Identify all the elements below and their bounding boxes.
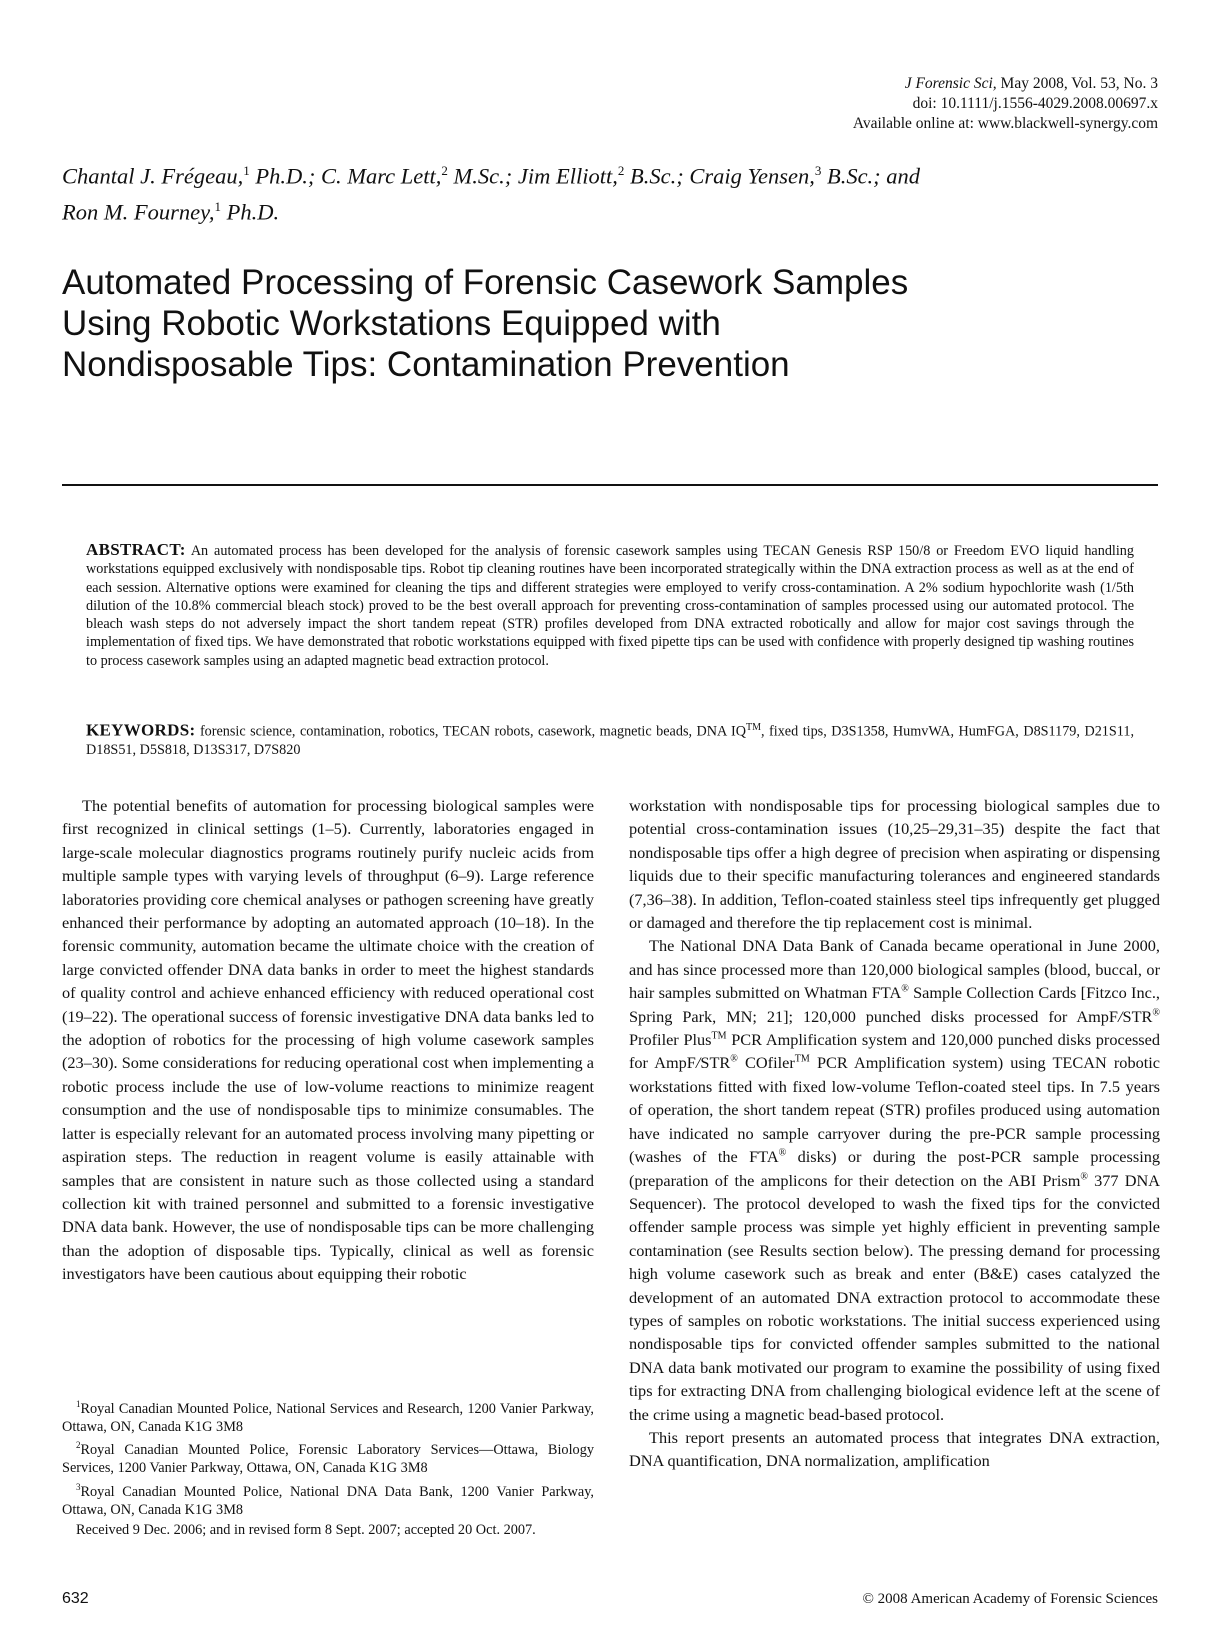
affiliation-mark: 2 <box>441 163 448 178</box>
author-name: Craig Yensen, <box>689 163 815 189</box>
text-run: COfiler <box>737 1053 795 1073</box>
footnote-number: 2 <box>76 1440 81 1451</box>
author-name: Jim Elliott, <box>517 163 618 189</box>
footnote-number: 1 <box>76 1399 81 1409</box>
text-run: STR <box>1122 1006 1153 1026</box>
affiliation-mark: 1 <box>243 163 250 178</box>
copyright: © 2008 American Academy of Forensic Sciences <box>862 1591 1158 1607</box>
author-name: Chantal J. Frégeau, <box>62 163 244 189</box>
author-name: C. Marc Lett, <box>320 163 442 189</box>
footnote <box>62 1436 594 1477</box>
keywords-text: forensic science, contamination, robotics, TECAN robots, casework, magnetic beads, DNA IQ <box>199 723 746 740</box>
body-column-right <box>629 794 1160 1473</box>
footnote <box>62 1478 594 1519</box>
trademark-mark: TM <box>711 1030 727 1042</box>
body-paragraph: This report presents an automated process that integrates DNA extraction, DNA quantification, DNA normalization, amplification <box>629 1427 1160 1471</box>
affiliation-mark: 3 <box>814 163 822 178</box>
journal-issue: May 2008, Vol. 53, No. 3 <box>1000 75 1158 92</box>
text-run: PCR Amplification system and 120,000 punched disks processed for AmpF <box>629 1030 1160 1073</box>
text-run: disks) or during the post-PCR sample processing (preparation of the amplicons for their detection on the ABI Prism <box>629 1147 1161 1190</box>
affiliation-footnotes <box>62 1395 594 1519</box>
text-run: / <box>695 1053 701 1073</box>
text-run: / <box>1117 1006 1123 1026</box>
registered-mark: ® <box>1080 1171 1088 1183</box>
footnote <box>62 1395 594 1436</box>
keywords-text-continued: , fixed tips, D3S1358, HumvWA, HumFGA, D8S1179, D21S11, D18S51, D5S818, D13S317, D7S820 <box>86 723 1134 759</box>
author-name: Ron M. Fourney, <box>62 199 215 224</box>
abstract-label: ABSTRACT: <box>86 540 186 559</box>
author-degree: B.Sc.; <box>624 163 690 189</box>
registered-mark: ® <box>778 1147 787 1159</box>
footnote-text: Royal Canadian Mounted Police, National Services and Research, 1200 Vanier Parkway, Ottawa, ON, Canada K1G 3M8 <box>62 1400 594 1436</box>
footnote-text: Royal Canadian Mounted Police, Forensic Laboratory Services—Ottawa, Biology Services, 1200 Vanier Parkway, Ottawa, ON, Canada K1G 3M8 <box>62 1442 594 1477</box>
doi: doi: 10.1111/j.1556-4029.2008.00697.x <box>912 95 1158 112</box>
registered-mark: ® <box>1152 1007 1160 1019</box>
body-paragraph: workstation with nondisposable tips for processing biological samples due to potential cross-contamination issues (10,25–29,31–35) despite the fact that nondisposable tips offer a high degree of precision when aspirating or dispensing liquids due to their specific manufacturing tolerances and engineered standards (7,36–38). In addition, Teflon-coated stainless steel tips infrequently get plugged or damaged and therefore the tip replacement cost is minimal. <box>629 796 1160 933</box>
trademark-mark: TM <box>745 722 761 733</box>
registered-mark: ® <box>901 983 909 995</box>
author-degree: Ph.D.; <box>249 163 321 189</box>
body-paragraph <box>629 934 1160 1426</box>
author-list <box>62 156 1162 227</box>
text-run: Profiler Plus <box>629 1030 712 1050</box>
availability: Available online at: www.blackwell-synergy.com <box>852 115 1158 132</box>
abstract <box>86 541 1134 670</box>
text-run: The National DNA Data Bank of Canada became operational in June 2000, and has since processed more than 120,000 biological samples (blood, buccal, or hair samples submitted on Whatman FTA <box>629 936 1160 1003</box>
keywords <box>86 719 1134 759</box>
abstract-text: An automated process has been developed for the analysis of forensic casework samples using TECAN Genesis RSP 150/8 or Freedom EVO liquid handling workstations equipped exclusively with nondisposable tips. Robot tip cleaning routines have been incorporated strategically within the DNA extraction process as well as at the end of each session. Alternative options were examined for cleaning the tips and different strategies were employed to verify cross-contamination. A 2% sodium hypochlorite wash (1/5th dilution of the 10.8% commercial bleach stock) proved to be the best overall approach for preventing cross-contamination of samples processed using our automated protocol. The bleach wash steps do not adversely impact the short tandem repeat (STR) profiles developed from DNA extracted robotically and allow for major cost savings through the implementation of fixed tips. We have demonstrated that robotic workstations equipped with fixed pipette tips can be used with confidence with properly designed tip washing routines to process casework samples using an adapted magnetic bead extraction protocol. <box>86 543 1134 669</box>
text-run: Sample Collection Cards [Fitzco Inc., Spring Park, MN; 21]; 120,000 punched disks processed for AmpF <box>629 983 1160 1026</box>
title-divider <box>62 484 1158 486</box>
keywords-label: KEYWORDS: <box>86 720 196 740</box>
journal-header <box>853 74 1158 134</box>
text-run: 377 DNA Sequencer). The protocol developed to wash the fixed tips for the convicted offender sample process was simple yet highly efficient in preventing sample contamination (see Results section below). The pressing demand for processing high volume casework such as break and enter (B&E) cases catalyzed the development of an automated DNA extraction protocol to accommodate these types of samples on robotic workstations. The initial success experienced using nondisposable tips for convicted offender samples submitted to the national DNA data bank motivated our program to examine the possibility of using fixed tips for extracting DNA from challenging biological evidence left at the scene of the crime using a magnetic bead-based protocol. <box>629 1170 1161 1424</box>
author-degree: M.Sc.; <box>447 163 518 189</box>
affiliation-mark: 2 <box>617 163 625 178</box>
text-run: PCR Amplification system) using TECAN robotic workstations fitted with fixed low-volume Teflon-coated steel tips. In 7.5 years of operation, the short tandem repeat (STR) profiles produced using automation have indicated no sample carryover during the pre-PCR sample processing (washes of the FTA <box>629 1053 1160 1167</box>
footnote-number: 3 <box>76 1481 81 1492</box>
trademark-mark: TM <box>794 1054 810 1066</box>
author-degree: B.Sc.; and <box>821 163 921 189</box>
registered-mark: ® <box>730 1054 738 1066</box>
paper-title: Automated Processing of Forensic Casework Samples Using Robotic Workstations Equipped with Nondisposable Tips: Contamination Prevention <box>62 263 909 384</box>
page-number: 632 <box>62 1590 89 1607</box>
journal-name: J Forensic Sci, <box>904 75 997 92</box>
body-paragraph: The potential benefits of automation for processing biological samples were first recognized in clinical settings (1–5). Currently, laboratories engaged in large-scale molecular diagnostics programs routinely purify nucleic acids from multiple sample types with varying levels of throughput (6–9). Large reference laboratories providing core chemical analyses or pathogen screening have greatly enhanced their performance by adopting an automated approach (10–18). In the forensic community, automation became the ultimate choice with the creation of large convicted offender DNA data banks in order to meet the highest standards of quality control and achieve enhanced efficiency with reduced operational cost (19–22). The operational success of forensic investigative DNA data banks led to the adoption of robotics for the processing of high volume casework samples (23–30). Some considerations for reducing operational cost when implementing a robotic process include the use of low-volume reactions to minimize reagent consumption and the use of nondisposable tips to minimize consumables. The latter is especially relevant for an automated process involving many pipetting or aspiration steps. The reduction in reagent volume is easily attainable with samples that are consistent in nature such as those collected using a standard collection kit with trained personnel and submitted to a forensic investigative DNA data bank. However, the use of nondisposable tips can be more challenging than the adoption of disposable tips. Typically, clinical as well as forensic investigators have been cautious about equipping their robotic <box>62 796 594 1284</box>
received-dates: Received 9 Dec. 2006; and in revised form 8 Sept. 2007; accepted 20 Oct. 2007. <box>76 1522 536 1538</box>
affiliation-mark: 1 <box>214 198 221 214</box>
body-column-left <box>62 794 594 1286</box>
author-degree: Ph.D. <box>220 199 280 224</box>
text-run: STR <box>700 1053 731 1073</box>
footnote-text: Royal Canadian Mounted Police, National DNA Data Bank, 1200 Vanier Parkway, Ottawa, ON, Canada K1G 3M8 <box>62 1483 594 1518</box>
